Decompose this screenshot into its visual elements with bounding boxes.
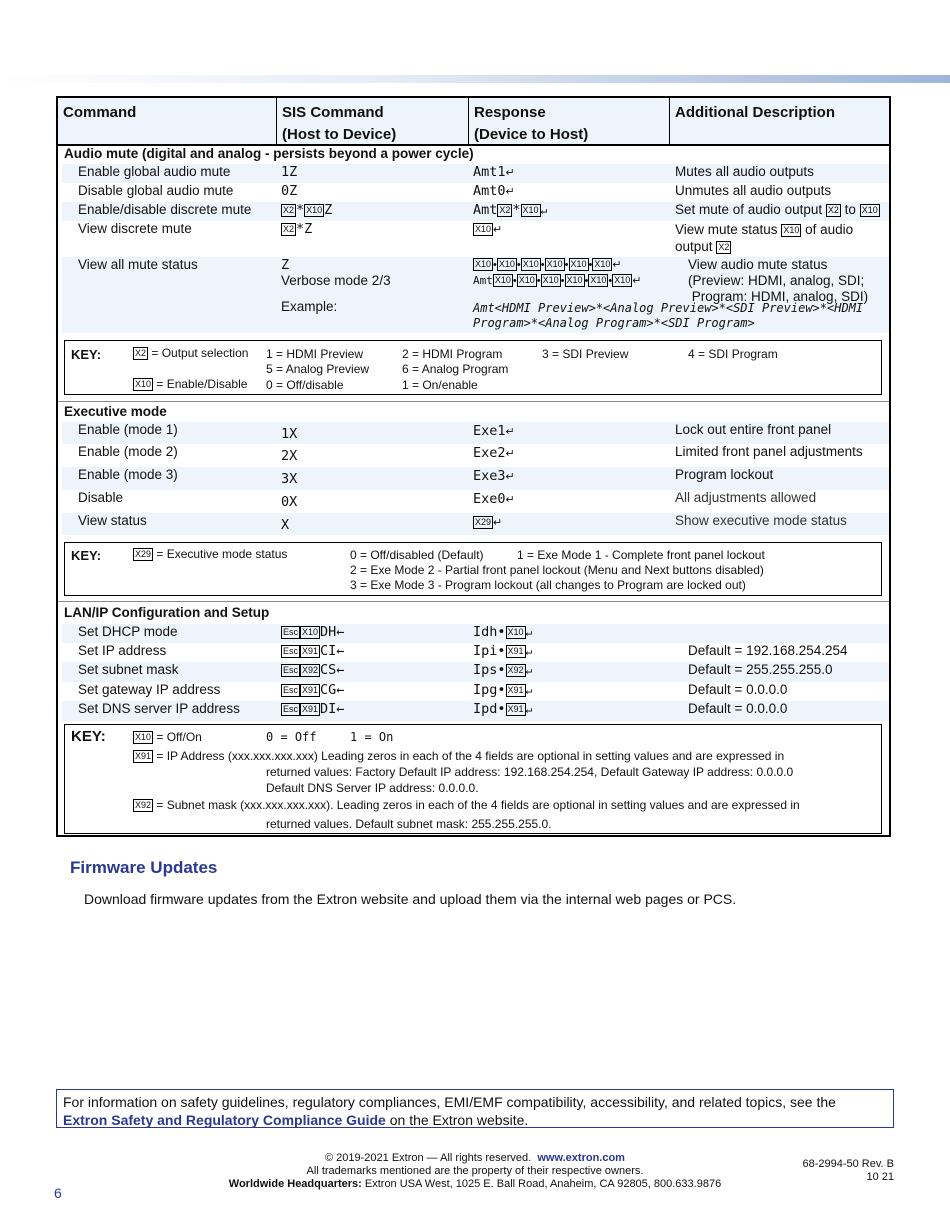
compliance-guide-link[interactable]: Extron Safety and Regulatory Compliance Guide (63, 1112, 386, 1128)
table-row: Enable (mode 2) 2X Exe2↵ Limited front panel adjustments (78, 444, 863, 464)
key-audio: KEY: X2 = Output selection X10 = Enable/Disable 1 = HDMI Preview 2 = HDMI Program 3 = SDI Preview 4 = SDI Program 5 = Analog Preview 6 = Analog Program 0 = Off/disable 1 = On/enable (64, 340, 882, 395)
header-command: Command (63, 104, 137, 121)
section-audio-mute: Audio mute (digital and analog - persists beyond a power cycle) (64, 146, 474, 161)
return-arrow-icon: ↵ (505, 186, 515, 198)
left-arrow-icon: ← (336, 624, 345, 640)
footer-trademarks: All trademarks mentioned are the property of their respective owners. (306, 1165, 644, 1177)
firmware-text: Download firmware updates from the Extron website and upload them via the internal web pages or PCS. (84, 891, 737, 907)
header-sis: SIS Command (Host to Device) (282, 104, 397, 143)
section-executive-mode: Executive mode (64, 404, 167, 419)
firmware-title: Firmware Updates (70, 858, 218, 877)
extron-url-link[interactable]: www.extron.com (537, 1152, 625, 1164)
document-number: 68-2994-50 Rev. B 10 21 (802, 1158, 894, 1183)
table-row: Set DHCP mode Esc X10 DH← Idh• X10 ↵ (62, 624, 889, 643)
key-executive: KEY: X29 = Executive mode status 0 = Off/disabled (Default) 1 = Exe Mode 1 - Complete front panel lockout 2 = Exe Mode 2 - Partial front panel lockout (Menu and Next buttons disabled) 3 = Exe Mode 3 - Program lockout (all changes to Program are locked out) (64, 542, 882, 596)
footer-copyright: © 2019-2021 Extron — All rights reserved. www.extron.com (325, 1152, 625, 1164)
page-number: 6 (54, 1185, 62, 1201)
sis-command-table (56, 96, 891, 837)
return-arrow-icon: ↵ (505, 167, 515, 179)
table-header (58, 98, 889, 146)
table-row: Set DNS server IP address Esc X91 DI← Ipd• X91 ↵ Default = 0.0.0.0 (62, 701, 889, 721)
table-row: Set subnet mask Esc X92 CS← Ips• X92 ↵ Default = 255.255.255.0 (62, 662, 889, 682)
key-lan: KEY: X10 = Off/On 0 = Off 1 = On X91 = IP Address (xxx.xxx.xxx.xxx) Leading zeros in each of the 4 fields are optional in setting values and are expressed in returned values: Factory Default IP address: 192.168.254.254, Default Gateway IP address: 0.0.0.0 Default DNS Server IP address: 0.0.0.0. X92 = Subnet mask (xxx.xxx.xxx.xxx). Leading zeros in each of the 4 fields are optional in setting values and are expressed in returned values. Default subnet mask: 255.255.255.0. (64, 724, 882, 834)
table-row: Disable global audio mute 0Z Amt0↵ Unmutes all audio outputs (78, 183, 832, 199)
table-row: Enable (mode 3) 3X Exe3↵ Program lockout (62, 467, 889, 490)
table-row: Set gateway IP address Esc X91 CG← Ipg• X91 ↵ Default = 0.0.0.0 (78, 682, 788, 698)
footer-hq: Worldwide Headquarters: Extron USA West, 1025 E. Ball Road, Anaheim, CA 92805, 800.633.9876 (228, 1178, 722, 1190)
table-row: View discrete mute X2 *Z X10 ↵ View mute status X10 of audio output X2 (78, 221, 854, 254)
table-row: Set IP address Esc X91 CI← Ipi• X91 ↵ Default = 192.168.254.254 (78, 643, 848, 659)
table-row: Enable/disable discrete mute X2 * X10 Z Amt X2 * X10 ↵ Set mute of audio output X2 to X10 (62, 202, 889, 221)
table-row: View status X X29 ↵ Show executive mode status (62, 513, 889, 535)
header-gradient-bar (0, 75, 950, 83)
safety-info-box: For information on safety guidelines, regulatory compliances, EMI/EMF compatibility, accessibility, and related topics, see the Extron Safety and Regulatory Compliance Guide on the Extron website. (56, 1089, 894, 1128)
table-row: Enable (mode 1) 1X Exe1↵ Lock out entire front panel (62, 422, 889, 444)
section-lan-ip: LAN/IP Configuration and Setup (64, 605, 270, 620)
header-response: Response (Device to Host) (474, 104, 589, 143)
header-description: Additional Description (675, 104, 836, 121)
table-row: Disable 0X Exe0↵ All adjustments allowed (78, 490, 817, 510)
table-row: View all mute status Z Verbose mode 2/3 Example: X10 • X10 • X10 • X10 • X10 • X10 ↵ Amt X10 • X10 • X10 • X10 • X10 • X10 ↵ View audio mute status (Preview: HDMI, analog, SDI; Program: HDMI, analog, SDI) Amt<HDMI Preview>*<Analog Preview>*<SDI Preview>*<HDMI Program>*<Analog Program>*<SDI Program> (62, 257, 889, 333)
table-row: Enable global audio mute 1Z Amt1↵ Mutes all audio outputs (62, 164, 889, 183)
